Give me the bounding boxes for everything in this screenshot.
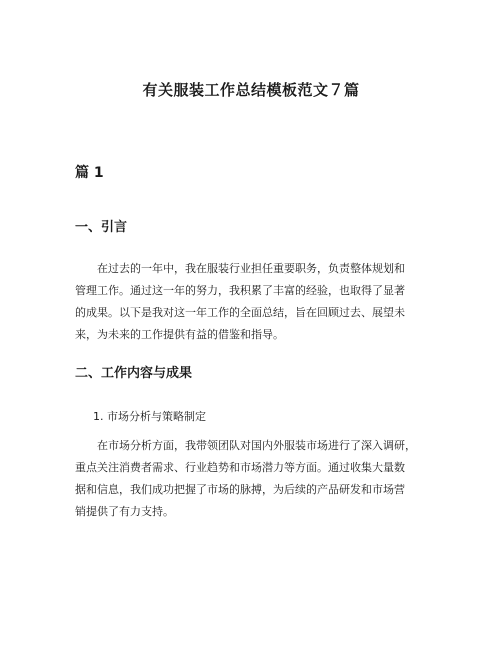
paragraph-line: 管理工作。通过这一年的努力，我积累了丰富的经验，也取得了显著: [75, 284, 405, 297]
paragraph-line: 销提供了有力支持。: [75, 505, 174, 518]
section-heading-work: 二、工作内容与成果: [75, 366, 193, 381]
paragraph-line: 来，为未来的工作提供有益的借鉴和指导。: [75, 328, 284, 341]
paragraph-line: 重点关注消费者需求、行业趋势和市场潜力等方面。通过收集大量数: [75, 461, 405, 474]
section-paragraph-intro: [75, 258, 435, 346]
paragraph-line: 在过去的一年中，我在服装行业担任重要职务，负责整体规划和: [97, 262, 405, 275]
document-title: 有关服装工作总结模板范文７篇: [142, 81, 360, 99]
paragraph-line: 据和信息，我们成功把握了市场的脉搏，为后续的产品研发和市场营: [75, 483, 405, 496]
part-heading: 篇 1: [75, 165, 104, 181]
subsection-heading: 1. 市场分析与策略制定: [93, 410, 206, 423]
section-heading-intro: 一、引言: [75, 220, 128, 235]
paragraph-line: 的成果。以下是我对这一年工作的全面总结，旨在回顾过去、展望未: [75, 306, 405, 319]
section-paragraph-work: [75, 435, 435, 523]
paragraph-line: 在市场分析方面，我带领团队对国内外服装市场进行了深入调研，: [97, 439, 416, 452]
